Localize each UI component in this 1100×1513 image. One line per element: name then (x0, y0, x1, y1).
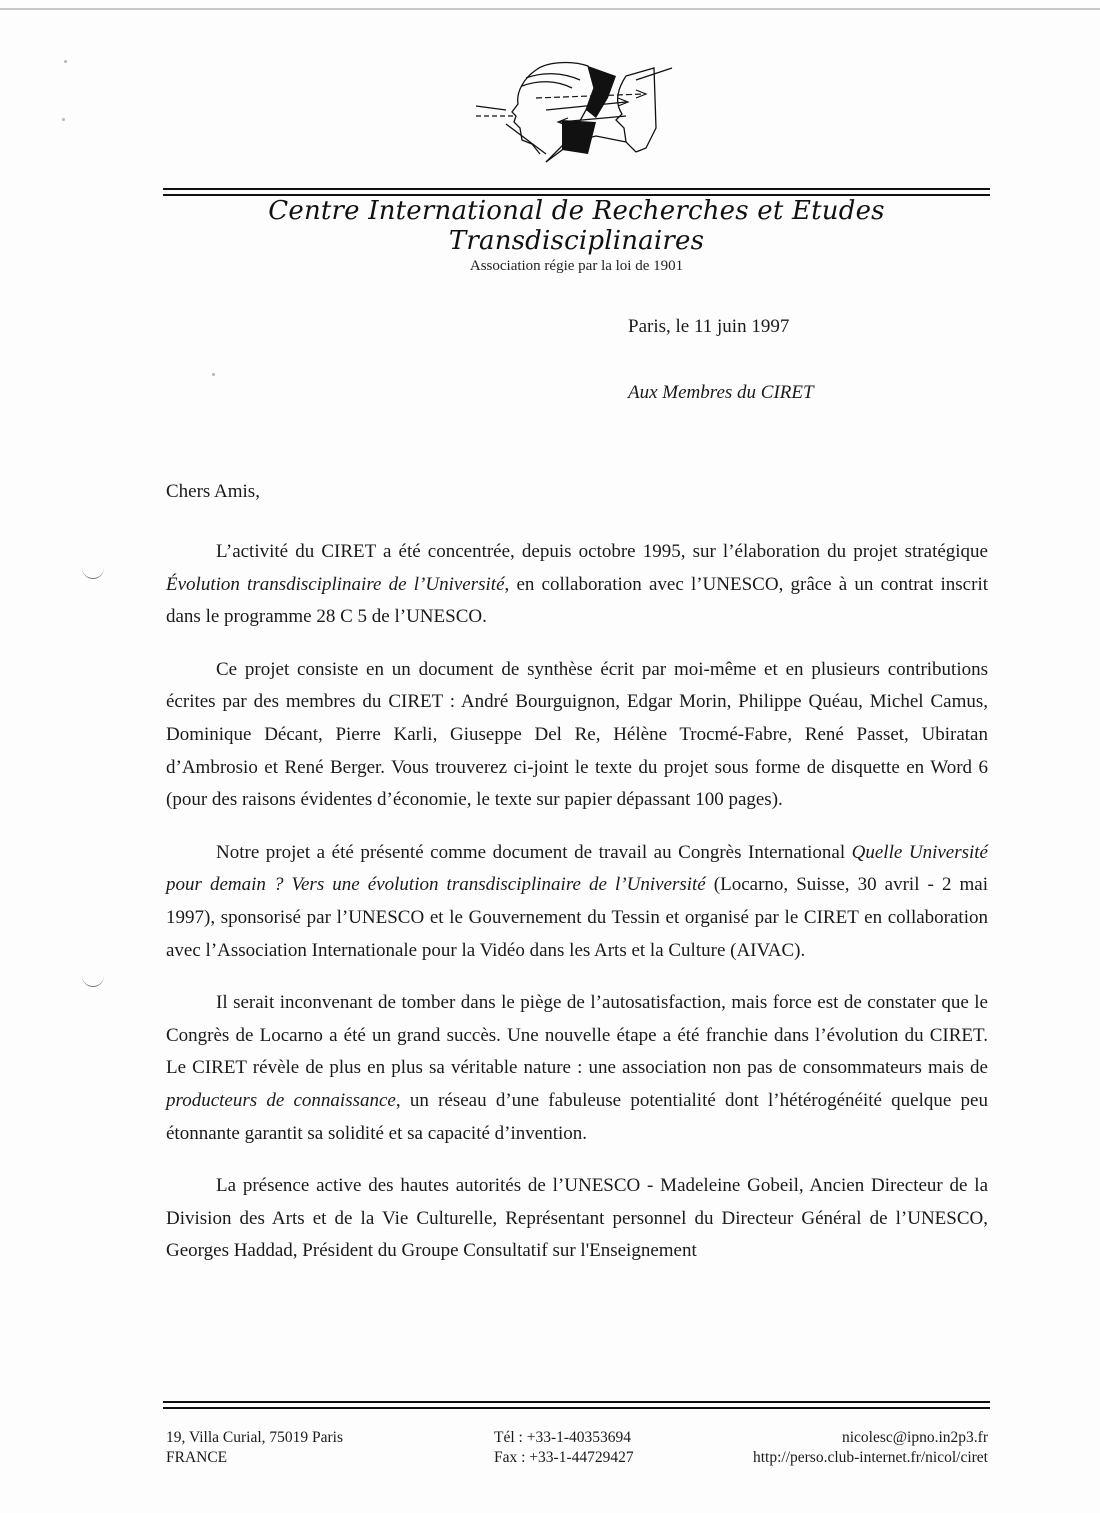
footer-address-line: 19, Villa Curial, 75019 Paris (166, 1429, 344, 1446)
org-name-title: Centre International de Recherches et Etudes Transdisciplinaires (268, 196, 885, 256)
org-subtitle: Association régie par la loi de 1901 (469, 258, 684, 274)
punch-hole-mark (82, 974, 104, 987)
footer-address (166, 1428, 343, 1468)
text-run: Il serait inconvenant de tomber dans le piège de l’autosatisfaction, mais force est de constater que le Congrès de Locarno a été un grand succès. Une nouvelle étape a été franchie dans l’évolution du CIRET. Le CIRET révèle de plus en plus sa véritable nature : une association non pas de consommateurs mais de (166, 992, 988, 1079)
text-run: (Locarno, Suisse, 30 avril - 2 mai 1997), sponsorisé par l’UNESCO et le Gouvernement du Tessin et organisé par le CIRET en collaboration avec l’Association Internationale pour la Vidéo dans les Arts et la Culture (AIVAC). (166, 874, 988, 961)
scan-speck (62, 118, 65, 121)
body-paragraph (166, 654, 988, 817)
text-run: L’activité du CIRET a été concentrée, depuis octobre 1995, sur l’élaboration du projet stratégique (216, 541, 988, 562)
text-run: , en collaboration avec l’UNESCO, grâce à un contrat inscrit dans le programme 28 C 5 de l’UNESCO. (166, 573, 988, 628)
footer-fax: Fax : +33-1-44729427 (494, 1449, 634, 1466)
letter-salutation: Chers Amis, (166, 481, 260, 502)
header-double-rule (163, 188, 990, 196)
body-paragraph (166, 536, 988, 634)
footer-email: nicolesc@ipno.in2p3.fr (842, 1429, 988, 1446)
scan-speck (64, 60, 67, 63)
footer-contact (753, 1428, 988, 1468)
punch-hole-mark (82, 566, 104, 579)
footer-double-rule (163, 1401, 990, 1409)
letter-body (166, 536, 988, 1288)
body-paragraph (166, 837, 988, 967)
body-paragraph (166, 987, 988, 1150)
scan-speck (212, 373, 215, 376)
footer-tel: Tél : +33-1-40353694 (494, 1429, 632, 1446)
footer-country: FRANCE (166, 1449, 228, 1466)
body-paragraph (166, 1170, 988, 1268)
italic-run: Quelle Université pour demain ? Vers une évolution transdisciplinaire de l’Université (166, 841, 988, 896)
italic-run: Évolution transdisciplinaire de l’Université (166, 573, 505, 595)
letter-recipient: Aux Membres du CIRET (628, 382, 814, 403)
italic-run: producteurs de connaissance (166, 1089, 396, 1111)
text-run: La présence active des hautes autorités de l’UNESCO - Madeleine Gobeil, Ancien Directeur de la Division des Arts et de la Vie Culturelle, Représentant personnel du Directeur Général de l’UNESCO, Georges Haddad, Président du Groupe Consultatif sur l'Enseignement (166, 1175, 988, 1262)
two-profile-heads-logo-icon (476, 58, 682, 170)
footer-phone (494, 1428, 634, 1468)
text-run: , un réseau d’une fabuleuse potentialité dont l’hétérogénéité quelque peu étonnante garantit sa solidité et sa capacité d’invention. (166, 1089, 988, 1144)
footer-url: http://perso.club-internet.fr/nicol/ciret (752, 1449, 988, 1466)
scan-edge-line (0, 8, 1100, 10)
text-run: Notre projet a été présenté comme document de travail au Congrès International (216, 841, 852, 863)
letter-date: Paris, le 11 juin 1997 (628, 316, 790, 337)
text-run: Ce projet consiste en un document de synthèse écrit par moi-même et en plusieurs contributions écrites par des membres du CIRET : André Bourguignon, Edgar Morin, Philippe Quéau, Michel Camus, Dominique Décant, Pierre Karli, Giuseppe Del Re, Hélène Trocmé-Fabre, René Passet, Ubiratan d’Ambrosio et René Berger. Vous trouverez ci-joint le texte du projet sous forme de disquette en Word 6 (pour des raisons évidentes d’économie, le texte sur papier dépassant 100 pages). (166, 658, 988, 811)
